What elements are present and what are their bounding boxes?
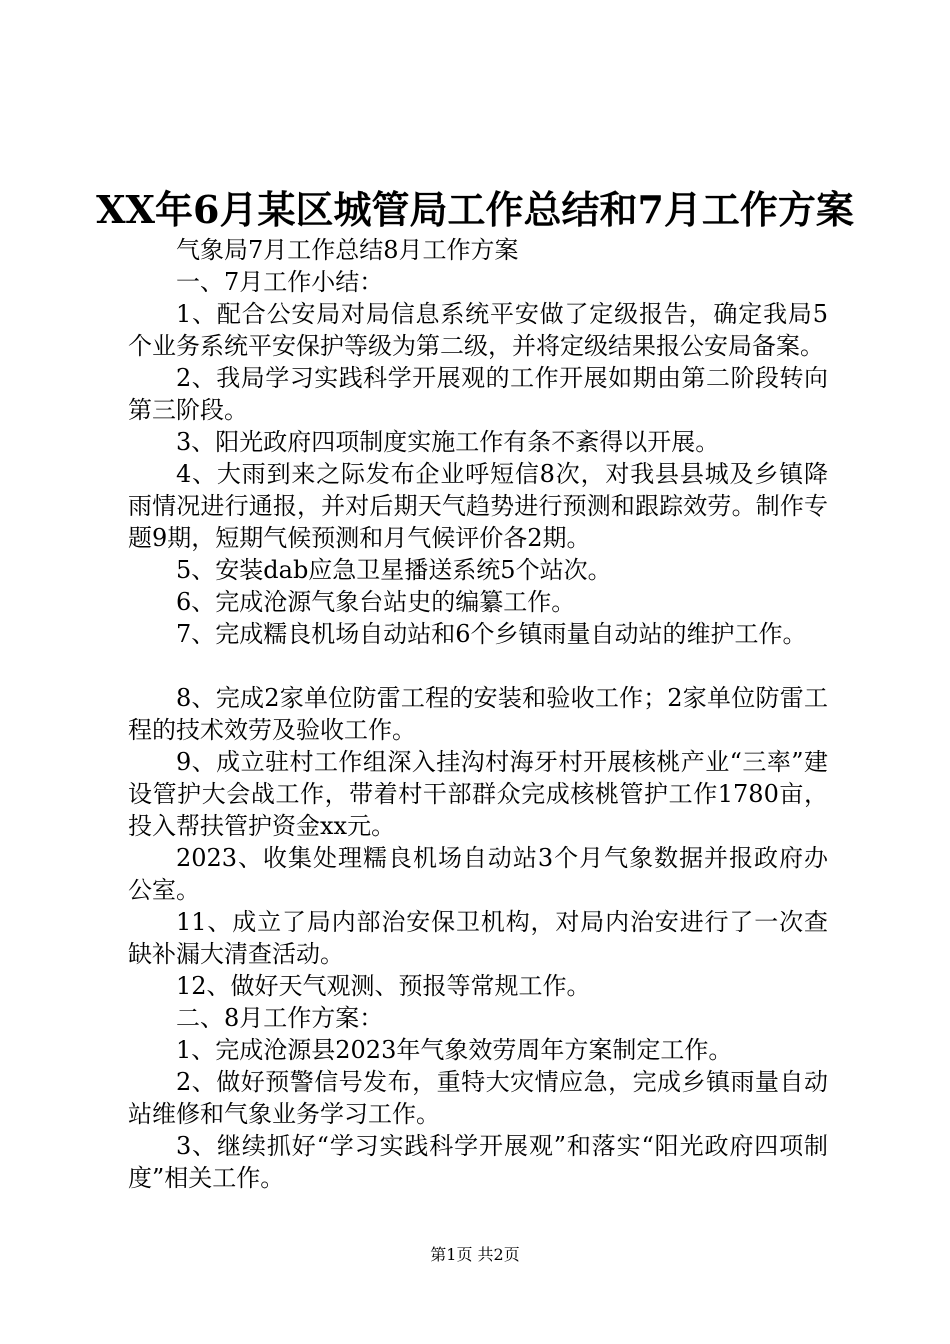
- paragraph-item-1: 1、配合公安局对局信息系统平安做了定级报告，确定我局5个业务系统平安保护等级为第二级，并将定级结果报公安局备案。: [128, 300, 828, 360]
- paragraph-item-4: 4、大雨到来之际发布企业呼短信8次，对我县县城及乡镇降雨情况进行通报，并对后期天气趋势进行预测和跟踪效劳。制作专题9期，短期气候预测和月气候评价各2期。: [128, 460, 828, 552]
- paragraph-subtitle: 气象局7月工作总结8月工作方案: [176, 236, 519, 264]
- page-footer: 第1页 共2页: [430, 1245, 520, 1264]
- paragraph-item-10: 2023、收集处理糯良机场自动站3个月气象数据并报政府办公室。: [128, 844, 828, 904]
- plan-item-3: 3、继续抓好“学习实践科学开展观”和落实“阳光政府四项制度”相关工作。: [128, 1132, 828, 1192]
- section-heading-august-plan: 二、8月工作方案：: [176, 1004, 384, 1032]
- plan-item-2: 2、做好预警信号发布，重特大灾情应急，完成乡镇雨量自动站维修和气象业务学习工作。: [128, 1068, 828, 1128]
- section-heading-july-summary: 一、7月工作小结：: [176, 268, 384, 296]
- paragraph-item-8: 8、完成2家单位防雷工程的安装和验收工作；2家单位防雷工程的技术效劳及验收工作。: [128, 684, 828, 744]
- paragraph-item-5: 5、安装dab应急卫星播送系统5个站次。: [176, 556, 612, 584]
- paragraph-item-6: 6、完成沧源气象台站史的编纂工作。: [176, 588, 576, 616]
- document-title: XX年6月某区城管局工作总结和7月工作方案: [96, 187, 854, 232]
- paragraph-item-7: 7、完成糯良机场自动站和6个乡镇雨量自动站的维护工作。: [176, 620, 807, 648]
- plan-item-1: 1、完成沧源县2023年气象效劳周年方案制定工作。: [176, 1036, 733, 1064]
- paragraph-item-11: 11、成立了局内部治安保卫机构，对局内治安进行了一次查缺补漏大清查活动。: [128, 908, 828, 968]
- document-body: [128, 234, 828, 1194]
- paragraph-item-9: 9、成立驻村工作组深入挂沟村海牙村开展核桃产业“三率”建设管护大会战工作，带着村干部群众完成核桃管护工作1780亩，投入帮扶管护资金xx元。: [128, 748, 828, 840]
- paragraph-item-3: 3、阳光政府四项制度实施工作有条不紊得以开展。: [176, 428, 720, 456]
- paragraph-item-12: 12、做好天气观测、预报等常规工作。: [176, 972, 591, 1000]
- paragraph-item-2: 2、我局学习实践科学开展观的工作开展如期由第二阶段转向第三阶段。: [128, 364, 828, 424]
